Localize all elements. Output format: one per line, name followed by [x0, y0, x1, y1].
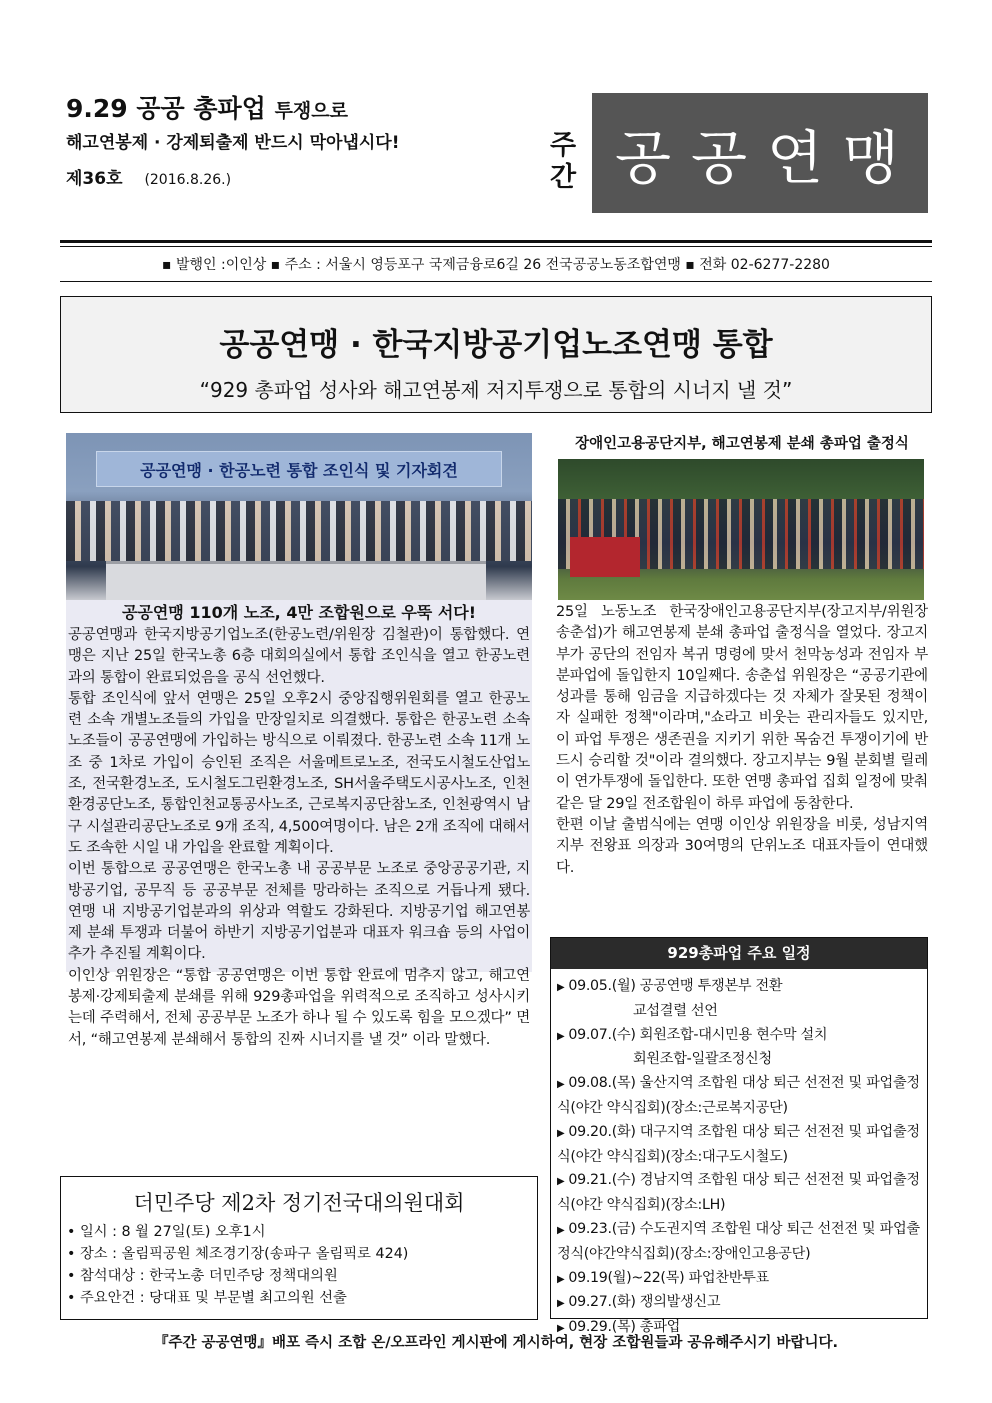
paper-name-box: 공공연맹: [592, 93, 928, 213]
convention-item: • 일시 : 8 월 27일(토) 오후1시: [67, 1224, 266, 1240]
convention-item: • 장소 : 올림픽공원 체조경기장(송파구 올림픽로 424): [67, 1246, 409, 1262]
left-article: [66, 600, 532, 1048]
issue-line: [66, 162, 536, 197]
triangle-bullet-icon: ▶: [557, 1323, 565, 1335]
convention-item: • 참석대상 : 한국노총 더민주당 정책대의원: [67, 1268, 338, 1284]
schedule-item: ▶ 09.07.(수) 회원조합-대시민용 현수막 설치 회원조합-일괄조정신청: [557, 1026, 828, 1068]
strike-schedule-box: [550, 937, 928, 1336]
right-article-caption: 장애인고용공단지부, 해고연봉제 분쇄 총파업 출정식: [575, 436, 909, 452]
triangle-bullet-icon: ▶: [557, 1224, 565, 1236]
right-paragraph: 한편 이날 출범식에는 연맹 이인상 위원장을 비롯, 성남지역지부 전왕표 의장과 30여명의 단위노조 대표자들이 연대했다.: [556, 816, 928, 876]
headline-main: [66, 92, 536, 128]
issue-number: 제36호: [66, 169, 123, 189]
schedule-item: ▶ 09.21.(수) 경남지역 조합원 대상 퇴근 선전전 및 파업출정식(야간 약식집회)(장소:LH): [557, 1172, 920, 1214]
main-headline-title: 공공연맹 · 한국지방공기업노조연맹 통합: [219, 327, 773, 363]
convention-box: [60, 1176, 538, 1320]
photo-crowd: [66, 501, 532, 561]
triangle-bullet-icon: ▶: [557, 1176, 565, 1188]
schedule-item: ▶ 09.19(월)~22(목) 파업찬반투표: [557, 1269, 769, 1286]
footer-notice: 『주간 공공연맹』배포 즉시 조합 온/오프라인 게시판에 게시하여, 현장 조합원들과 공유해주시기 바랍니다.: [153, 1335, 839, 1351]
headline-main-text: 9.29 공공 총파업: [66, 94, 266, 123]
main-headline-subtitle: “929 총파업 성사와 해고연봉제 저지투쟁으로 통합의 시너지 낼 것”: [199, 378, 793, 402]
masthead-left: [66, 92, 536, 197]
main-headline-box: [60, 296, 932, 413]
publisher-bar: ▪ 발행인 :이인상 ▪ 주소 : 서울시 영등포구 국제금융로6길 26 전국공공노동조합연맹 ▪ 전화 02-6277-2280: [60, 246, 932, 282]
convention-list: [67, 1221, 531, 1309]
right-paragraph: 25일 노동노조 한국장애인고용공단지부(장고지부/위원장 송춘섭)가 해고연봉제 분쇄 총파업 출정식을 열었다. 장고지부가 공단의 전임자 복귀 명령에 맞서 천막농성과 전임자 부분파업에 돌입한지 10일째다. 송춘섭 위원장은 “공공기관에 성과를 통해 임금을 지급하겠다는 것 자체가 잘못된 정책이자 실패한 정책"이라며,"쇼라고 비웃는 관리자들도 있지만, 이 파업 투쟁은 생존권을 지키기 위한 목숨건 투쟁이기에 반드시 승리할 것"이라 결의했다. 장고지부는 9월 분회별 릴레이 연가투쟁에 돌입한다. 또한 연맹 총파업 집회 일정에 맞춰 같은 달 29일 전조합원이 하루 파업에 동참한다.: [556, 604, 928, 812]
schedule-item: ▶ 09.20.(화) 대구지역 조합원 대상 퇴근 선전전 및 파업출정식(야간 약식집회)(장소:대구도시철도): [557, 1123, 920, 1165]
photo-table: [106, 561, 486, 600]
schedule-list: [551, 969, 927, 1341]
headline-suffix: 투쟁으로: [274, 100, 348, 122]
schedule-title: 929총파업 주요 일정: [551, 938, 927, 969]
triangle-bullet-icon: ▶: [557, 1273, 565, 1285]
schedule-item: ▶ 09.23.(금) 수도권지역 조합원 대상 퇴근 선전전 및 파업출정식(야간약식집회)(장소:장애인고용공단): [557, 1220, 920, 1262]
left-paragraph: 이번 통합으로 공공연맹은 한국노총 내 공공부문 노조로 중앙공공기관, 지방공기업, 공무직 등 공공부문 전체를 망라하는 조직으로 거듭나게 됐다. 연맹 내 지방공기업분과의 위상과 역할도 강화된다. 지방공기업 해고연봉제 분쇄 투쟁과 더불어 하반기 지방공기업분과 대표자 워크숍 등의 사업이 추가 추진될 계획이다.: [68, 861, 530, 963]
triangle-bullet-icon: ▶: [557, 1079, 565, 1091]
issue-date: (2016.8.26.): [144, 172, 232, 188]
photo-sign: [570, 537, 640, 577]
headline-sub: 해고연봉제 · 강제퇴출제 반드시 막아냅시다!: [66, 133, 400, 153]
triangle-bullet-icon: ▶: [557, 1030, 565, 1042]
left-article-caption: 공공연맹 110개 노조, 4만 조합원으로 우뚝 서다!: [121, 603, 477, 622]
triangle-bullet-icon: ▶: [557, 982, 565, 993]
right-article-body: [556, 602, 928, 932]
left-paragraph: 이인상 위원장은 “통합 공공연맹은 이번 통합 완료에 멈추지 않고, 해고연봉제·강제퇴출제 분쇄를 위해 929총파업을 위력적으로 조직하고 성사시키는데 주력해서, 전체 공공부문 노조가 하나 될 수 있도록 힘을 모으겠다” 면서, “해고연봉제 분쇄해서 통합의 진짜 시너지를 낼 것” 이라 말했다.: [68, 967, 530, 1048]
schedule-item: ▶ 09.08.(목) 울산지역 조합원 대상 퇴근 선전전 및 파업출정식(야간 약식집회)(장소:근로복지공단): [557, 1075, 920, 1116]
photo-banner: 공공연맹 · 한공노련 통합 조인식 및 기자회견: [96, 451, 502, 487]
strike-rally-photo: [558, 459, 924, 600]
schedule-item: ▶ 09.05.(월) 공공연맹 투쟁본부 전환 교섭결렬 선언: [557, 978, 783, 1019]
left-article-body: [66, 625, 532, 1051]
triangle-bullet-icon: ▶: [557, 1127, 565, 1139]
convention-title: 더민주당 제2차 정기전국대의원대회: [133, 1191, 465, 1215]
weekly-label: 주간: [549, 130, 577, 193]
signing-ceremony-photo: [66, 433, 532, 600]
schedule-item: ▶ 09.27.(화) 쟁의발생신고: [557, 1294, 721, 1311]
masthead-rule: [60, 240, 932, 243]
triangle-bullet-icon: ▶: [557, 1298, 565, 1310]
left-paragraph: 공공연맹과 한국지방공기업노조(한공노련/위원장 김철관)이 통합했다. 연맹은 지난 25일 한국노총 6층 대회의실에서 통합 조인식을 열고 한공노련과의 통합이 완료되었음을 공식 선언했다.: [68, 627, 530, 686]
left-paragraph: 통합 조인식에 앞서 연맹은 25일 오후2시 중앙집행위원회를 열고 한공노련 소속 개별노조들의 가입을 만장일치로 의결했다. 통합은 한공노련 소속 노조들이 공공연맹에 가입하는 방식으로 이뤄졌다. 한공노련 소속 11개 노조 중 1차로 가입이 승인된 조직은 서울메트로노조, 전국도시철도산업노조, 전국환경노조, 도시철도그린환경노조, SH서울주택도시공사노조, 인천환경공단노조, 통합인천교통공사노조, 근로복지공단참노조, 인천광역시 남구 시설관리공단노조로 9개 조직, 4,500여명이다. 남은 2개 조직에 대해서도 조속한 시일 내 가입을 완료할 계획이다.: [68, 690, 530, 856]
convention-item: • 주요안건 : 당대표 및 부문별 최고의원 선출: [67, 1290, 347, 1306]
schedule-item: ▶ 09.29.(목) 총파업: [557, 1319, 681, 1336]
